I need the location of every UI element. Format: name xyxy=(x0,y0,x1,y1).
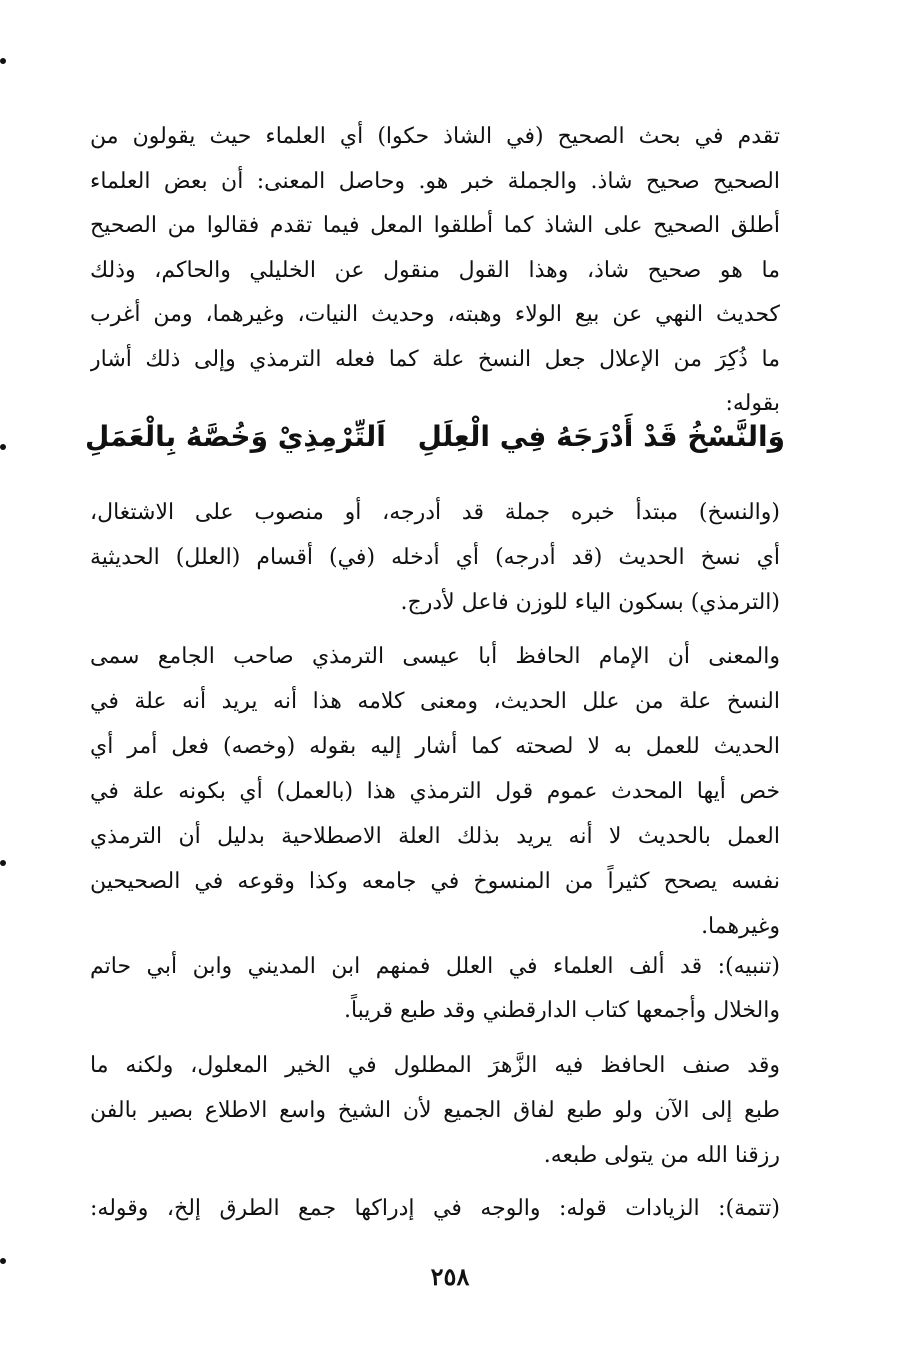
text-line: طبع إلى الآن ولو طبع لفاق الجميع لأن الشيخ واسع الاطلاع بصير بالفن xyxy=(90,1098,780,1123)
text-line: (تنبيه): قد ألف العلماء في العلل فمنهم ابن المديني وابن أبي حاتم xyxy=(90,954,780,979)
text-line: نفسه يصحح كثيراً من المنسوخ في جامعه وكذا وقوعه في الصحيحين xyxy=(90,869,780,894)
paragraph-supplement xyxy=(90,1187,780,1231)
text-line: ما ذُكِرَ من الإعلال جعل النسخ علة كما فعله الترمذي وإلى ذلك أشار xyxy=(90,346,780,372)
text-line: الصحيح صحيح شاذ. والجملة خبر هو. وحاصل المعنى: أن بعض العلماء xyxy=(90,168,780,194)
margin-mark xyxy=(0,860,6,866)
text-line: تقدم في بحث الصحيح (في الشاذ حكوا) أي العلماء حيث يقولون من xyxy=(90,124,780,149)
text-line: الحديث للعمل به لا لصحته كما أشار إليه بقوله (وخصه) فعل أمر أي xyxy=(90,734,780,759)
paragraph-meaning xyxy=(90,634,780,949)
text-line: ما هو صحيح شاذ، وهذا القول منقول عن الخليلي والحاكم، وذلك xyxy=(90,257,780,283)
text-line: أطلق الصحيح على الشاذ كما أطلقوا المعل فيما تقدم فقالوا من الصحيح xyxy=(90,213,780,238)
text-line: والخلال وأجمعها كتاب الدارقطني وقد طبع قريباً. xyxy=(343,998,780,1023)
text-line: العمل بالحديث لا أنه يريد بذلك العلة الاصطلاحية بدليل أن الترمذي xyxy=(90,824,780,849)
text-line: (والنسخ) مبتدأ خبره جملة قد أدرجه، أو منصوب على الاشتغال، xyxy=(90,500,780,525)
text-line: خص أيها المحدث عموم قول الترمذي هذا (بالعمل) أي بكونه علة في xyxy=(90,779,780,804)
text-line: بقوله: xyxy=(725,391,780,416)
text-line: رزقنا الله من يتولى طبعه. xyxy=(543,1143,780,1168)
text-line: وقد صنف الحافظ فيه الزَّهرَ المطلول في الخير المعلول، ولكنه ما xyxy=(90,1053,780,1078)
page-number: ٢٥٨ xyxy=(430,1262,470,1291)
text-line: النسخ علة من علل الحديث، ومعنى كلامه هذا أنه يريد أنه علة في xyxy=(90,689,780,714)
poem-verse xyxy=(85,420,785,470)
text-line: وغيرهما. xyxy=(701,914,780,939)
text-line: أي نسخ الحديث (قد أدرجه) أي أدخله (في) أقسام (العلل) الحديثية xyxy=(90,545,780,570)
paragraph-note xyxy=(90,945,780,1033)
verse-first-hemistich: وَالنَّسْخُ قَدْ أَدْرَجَهُ فِي الْعِلَلِ xyxy=(417,420,785,453)
verse-second-hemistich: اَلتِّرْمِذِيْ وَخُصَّهُ بِالْعَمَلِ xyxy=(85,420,386,453)
paragraph-intro xyxy=(90,115,780,427)
margin-mark xyxy=(0,1258,6,1264)
text-line: (تتمة): الزيادات قوله: والوجه في إدراكها جمع الطرق إلخ، وقوله: xyxy=(90,1196,780,1221)
text-line: والمعنى أن الإمام الحافظ أبا عيسى الترمذي صاحب الجامع سمى xyxy=(90,644,780,669)
text-line: كحديث النهي عن بيع الولاء وهبته، وحديث النيات، وغيرهما، ومن أغرب xyxy=(90,302,780,327)
paragraph-hafiz xyxy=(90,1043,780,1178)
margin-mark xyxy=(0,444,6,450)
text-line: (الترمذي) بسكون الياء للوزن فاعل لأدرج. xyxy=(400,590,780,615)
paragraph-grammar xyxy=(90,490,780,625)
margin-mark xyxy=(0,58,6,64)
